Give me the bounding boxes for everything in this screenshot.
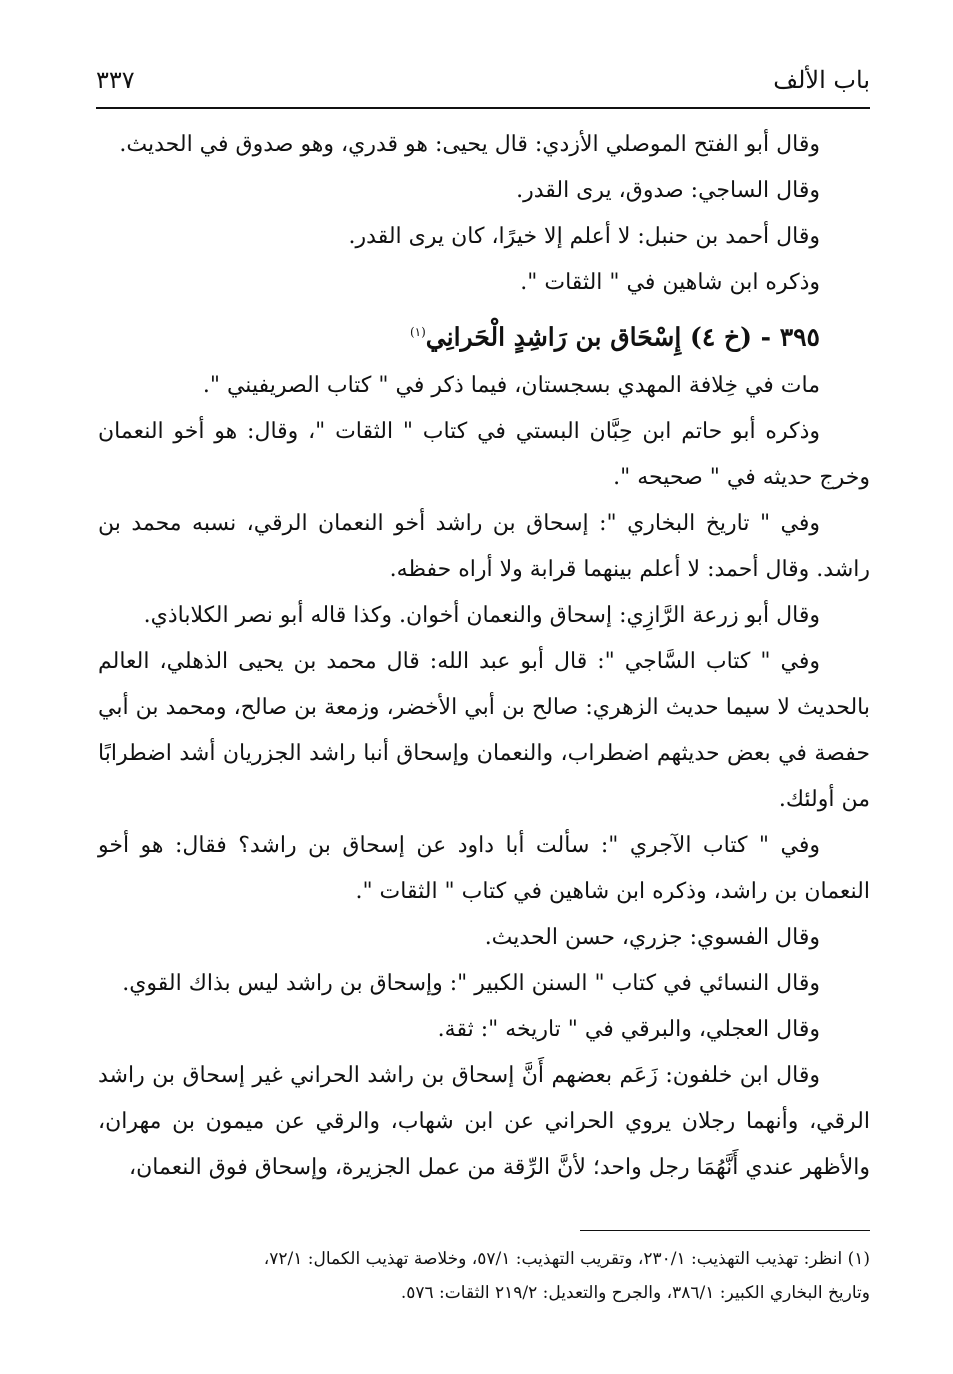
paragraph: وقال أبو زرعة الرَّازِي: إسحاق والنعمان أخوان. وكذا قاله أبو نصر الكلاباذي. <box>143 603 820 629</box>
header-divider <box>96 107 870 109</box>
paragraph: وقال العجلي، والبرقي في " تاريخه ": ثقة. <box>437 1017 820 1043</box>
main-text <box>98 122 870 1191</box>
paragraph: وفي " كتاب الآجري ": سألت أبا داود عن إسحاق بن راشد؟ فقال: هو أخو النعمان بن راشد، وذكره ابن شاهين في كتاب " الثقات ". <box>98 833 870 905</box>
paragraph: وذكره أبو حاتم ابن حِبَّان البستي في كتاب " الثقات "، وقال: هو أخو النعمان وخرج حديثه في " صحيحه ". <box>98 419 870 491</box>
footnote-line: (١) انظر: تهذيب التهذيب: ٢٣٠/١، وتقريب التهذيب: ٥٧/١، وخلاصة تهذيب الكمال: ٧٢/١، <box>263 1249 870 1269</box>
paragraph: وقال الساجي: صدوق، يرى القدر. <box>516 178 820 203</box>
page-number: ٣٣٧ <box>96 66 135 94</box>
footnote-divider <box>580 1230 870 1231</box>
paragraph: وقال أبو الفتح الموصلي الأزدي: قال يحيى: هو قدري، وهو صدوق في الحديث. <box>119 132 820 157</box>
chapter-title: باب الألف <box>773 66 870 94</box>
paragraph: وذكره ابن شاهين في " الثقات ". <box>520 270 820 295</box>
page-header <box>96 58 870 102</box>
paragraph: وقال ابن خلفون: زَعَم بعضهم أَنَّ إسحاق بن راشد الحراني غير إسحاق بن راشد الرقي، وأنهما رجلان يروي الحراني عن ابن شهاب، والرقي عن ميمون بن مهران، والأظهر عندي أَنَّهُمَا رجل واحد؛ لأنَّ الرِّقة من عمل الجزيرة، وإسحاق فوق النعمان، <box>98 1063 870 1181</box>
paragraph: وفي " كتاب السَّاجي ": قال أبو عبد الله: قال محمد بن يحيى الذهلي، العالم بالحديث لا سيما حديث الزهري: صالح بن أبي الأخضر، وزمعة بن صالح، ومحمد بن أبي حفصة في بعض حديثهم اضطراب، والنعمان وإسحاق أنبا راشد الجزريان أشد اضطرابًا من أولئك. <box>98 649 870 813</box>
paragraph: وقال النسائي في كتاب " السنن الكبير ": وإسحاق بن راشد ليس بذاك القوي. <box>122 971 820 997</box>
entry-heading-text: ٣٩٥ - (خ ٤) إِسْحَاق بن رَاشِدٍ الْحَرانِي <box>425 322 820 352</box>
footnote-marker: (١) <box>409 325 426 339</box>
paragraph: مات في خِلافة المهدي بسجستان، فيما ذكر في " كتاب الصريفيني ". <box>202 373 820 399</box>
entry-heading <box>98 306 870 363</box>
footnote-line: وتاريخ البخاري الكبير: ٣٨٦/١، والجرح والتعديل: ٢١٩/٢ الثقات: ٥٧٦. <box>400 1283 870 1303</box>
paragraph: وفي " تاريخ البخاري ": إسحاق بن راشد أخو النعمان الرقي، نسبه محمد بن راشد. وقال أحمد: لا أعلم بينهما قرابة ولا أراه حفظه. <box>98 511 870 583</box>
paragraph: وقال الفسوي: جزري، حسن الحديث. <box>484 925 820 951</box>
footnotes <box>98 1242 870 1310</box>
paragraph: وقال أحمد بن حنبل: لا أعلم إلا خيرًا، كان يرى القدر. <box>348 224 820 249</box>
